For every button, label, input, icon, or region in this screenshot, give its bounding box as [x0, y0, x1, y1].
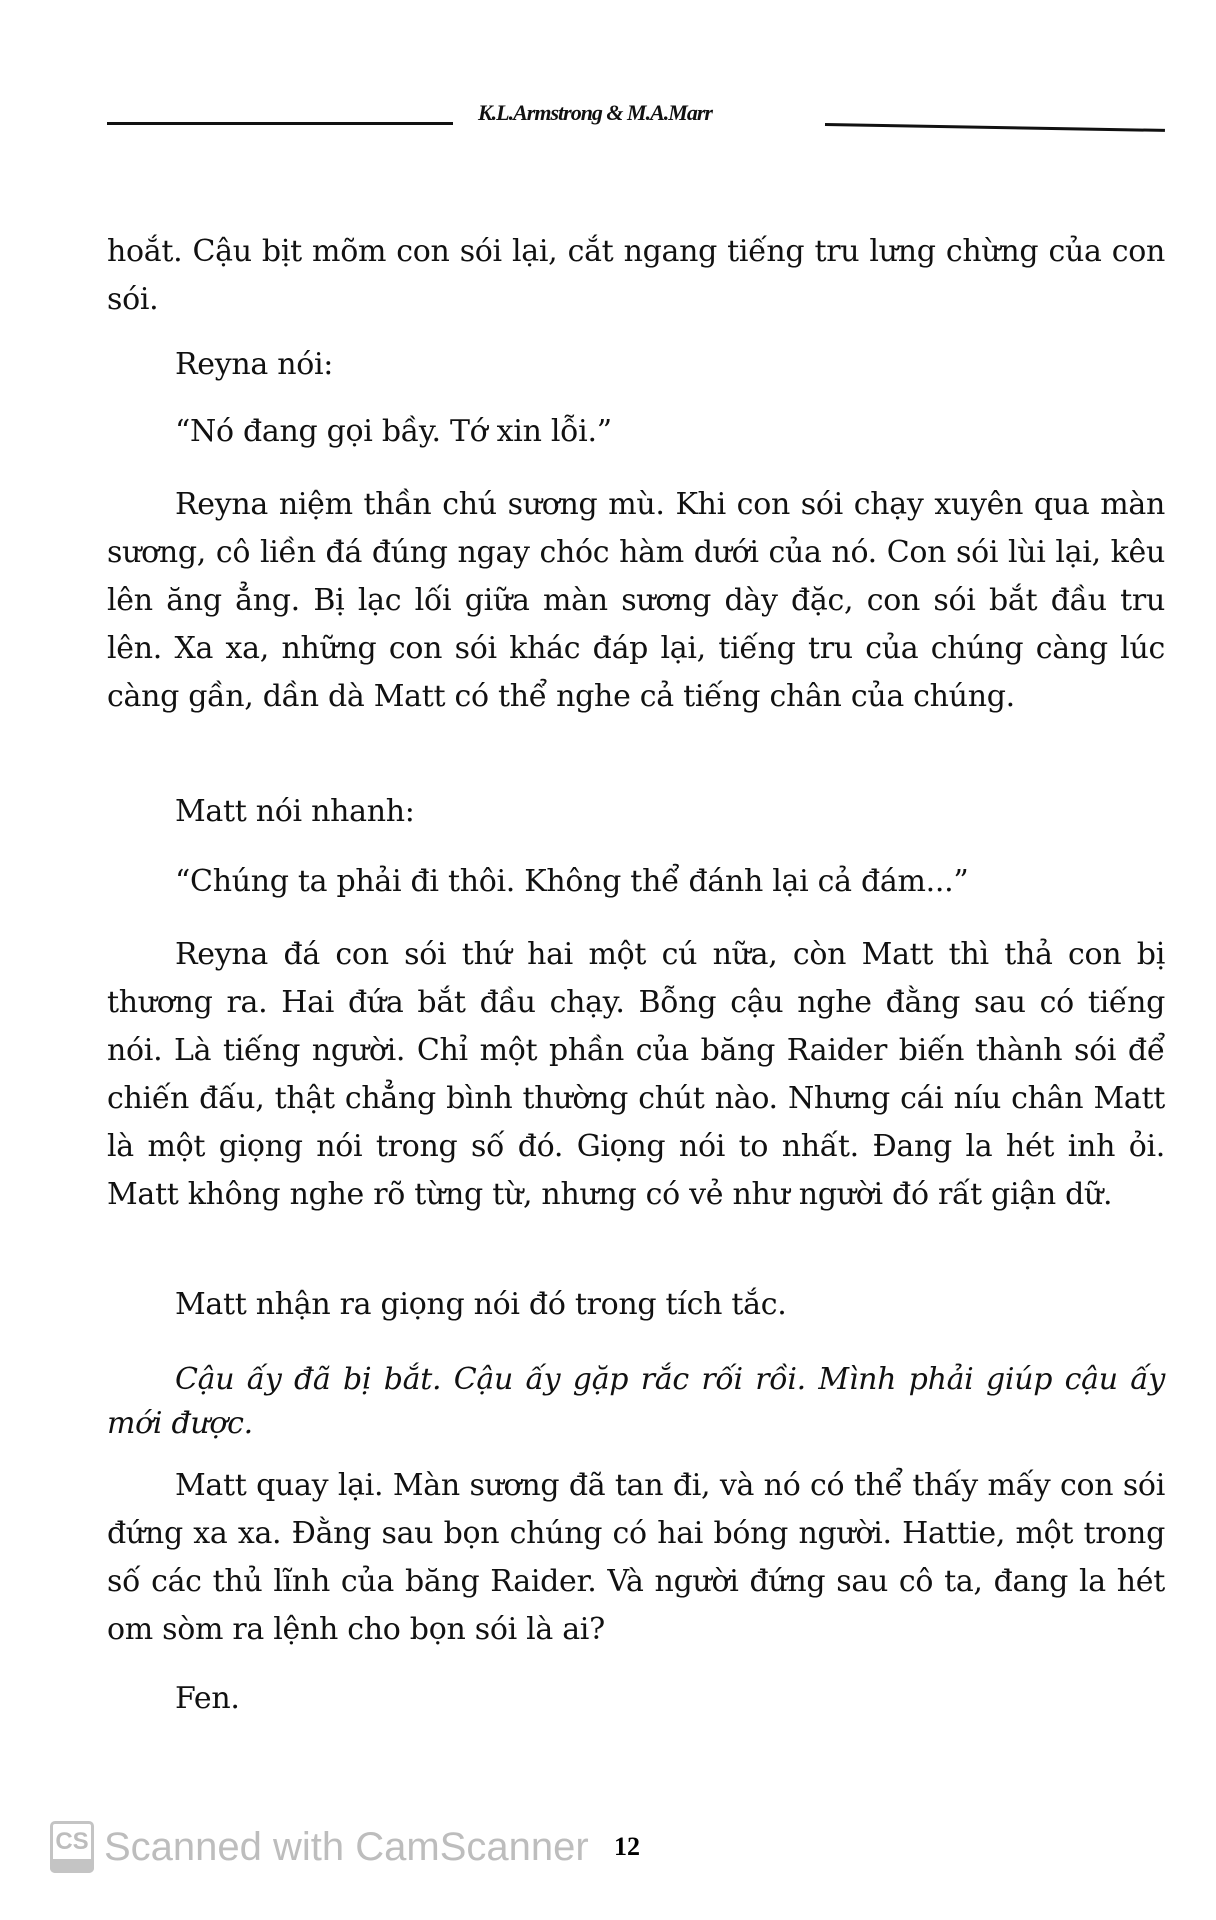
running-header: K.L.Armstrong & M.A.Marr	[478, 100, 712, 125]
camscanner-watermark	[50, 1821, 589, 1873]
paragraph: Reyna nói:	[175, 347, 334, 382]
italic-thought: Cậu ấy đã bị bắt. Cậu ấy gặp rắc rối rồi. Mình phải giúp cậu ấy mới được.	[107, 1362, 1165, 1441]
paragraph: “Nó đang gọi bầy. Tớ xin lỗi.”	[175, 414, 612, 449]
page-number: 12	[614, 1832, 640, 1861]
paragraph: Matt nói nhanh:	[175, 794, 415, 829]
watermark-text: Scanned with CamScanner	[104, 1824, 589, 1869]
paragraph: hoắt. Cậu bịt mõm con sói lại, cắt ngang tiếng tru lưng chừng của con sói.	[107, 234, 1165, 317]
paragraph: “Chúng ta phải đi thôi. Không thể đánh lại cả đám...”	[175, 864, 969, 899]
paragraph: Fen.	[175, 1681, 240, 1716]
paragraph: Matt quay lại. Màn sương đã tan đi, và nó có thể thấy mấy con sói đứng xa xa. Đằng sau bọn chúng có hai bóng người. Hattie, một trong số các thủ lĩnh của băng Raider. Và người đứng sau cô ta, đang la hét om sòm ra lệnh cho bọn sói là ai?	[107, 1468, 1165, 1647]
paragraph: Matt nhận ra giọng nói đó trong tích tắc.	[175, 1287, 787, 1322]
header-rule-right	[825, 123, 1165, 132]
header-rule-left	[107, 122, 453, 125]
paragraph: Reyna niệm thần chú sương mù. Khi con sói chạy xuyên qua màn sương, cô liền đá đúng ngay chóc hàm dưới của nó. Con sói lùi lại, kêu lên ăng ẳng. Bị lạc lối giữa màn sương dày đặc, con sói bắt đầu tru lên. Xa xa, những con sói khác đáp lại, tiếng tru của chúng càng lúc càng gần, dần dà Matt có thể nghe cả tiếng chân của chúng.	[107, 487, 1165, 714]
camscanner-logo-icon: CS	[50, 1821, 94, 1873]
paragraph: Reyna đá con sói thứ hai một cú nữa, còn Matt thì thả con bị thương ra. Hai đứa bắt đầu chạy. Bỗng cậu nghe đằng sau có tiếng nói. Là tiếng người. Chỉ một phần của băng Raider biến thành sói để chiến đấu, thật chẳng bình thường chút nào. Nhưng cái níu chân Matt là một giọng nói trong số đó. Giọng nói to nhất. Đang la hét inh ỏi. Matt không nghe rõ từng từ, nhưng có vẻ như người đó rất giận dữ.	[107, 937, 1165, 1212]
